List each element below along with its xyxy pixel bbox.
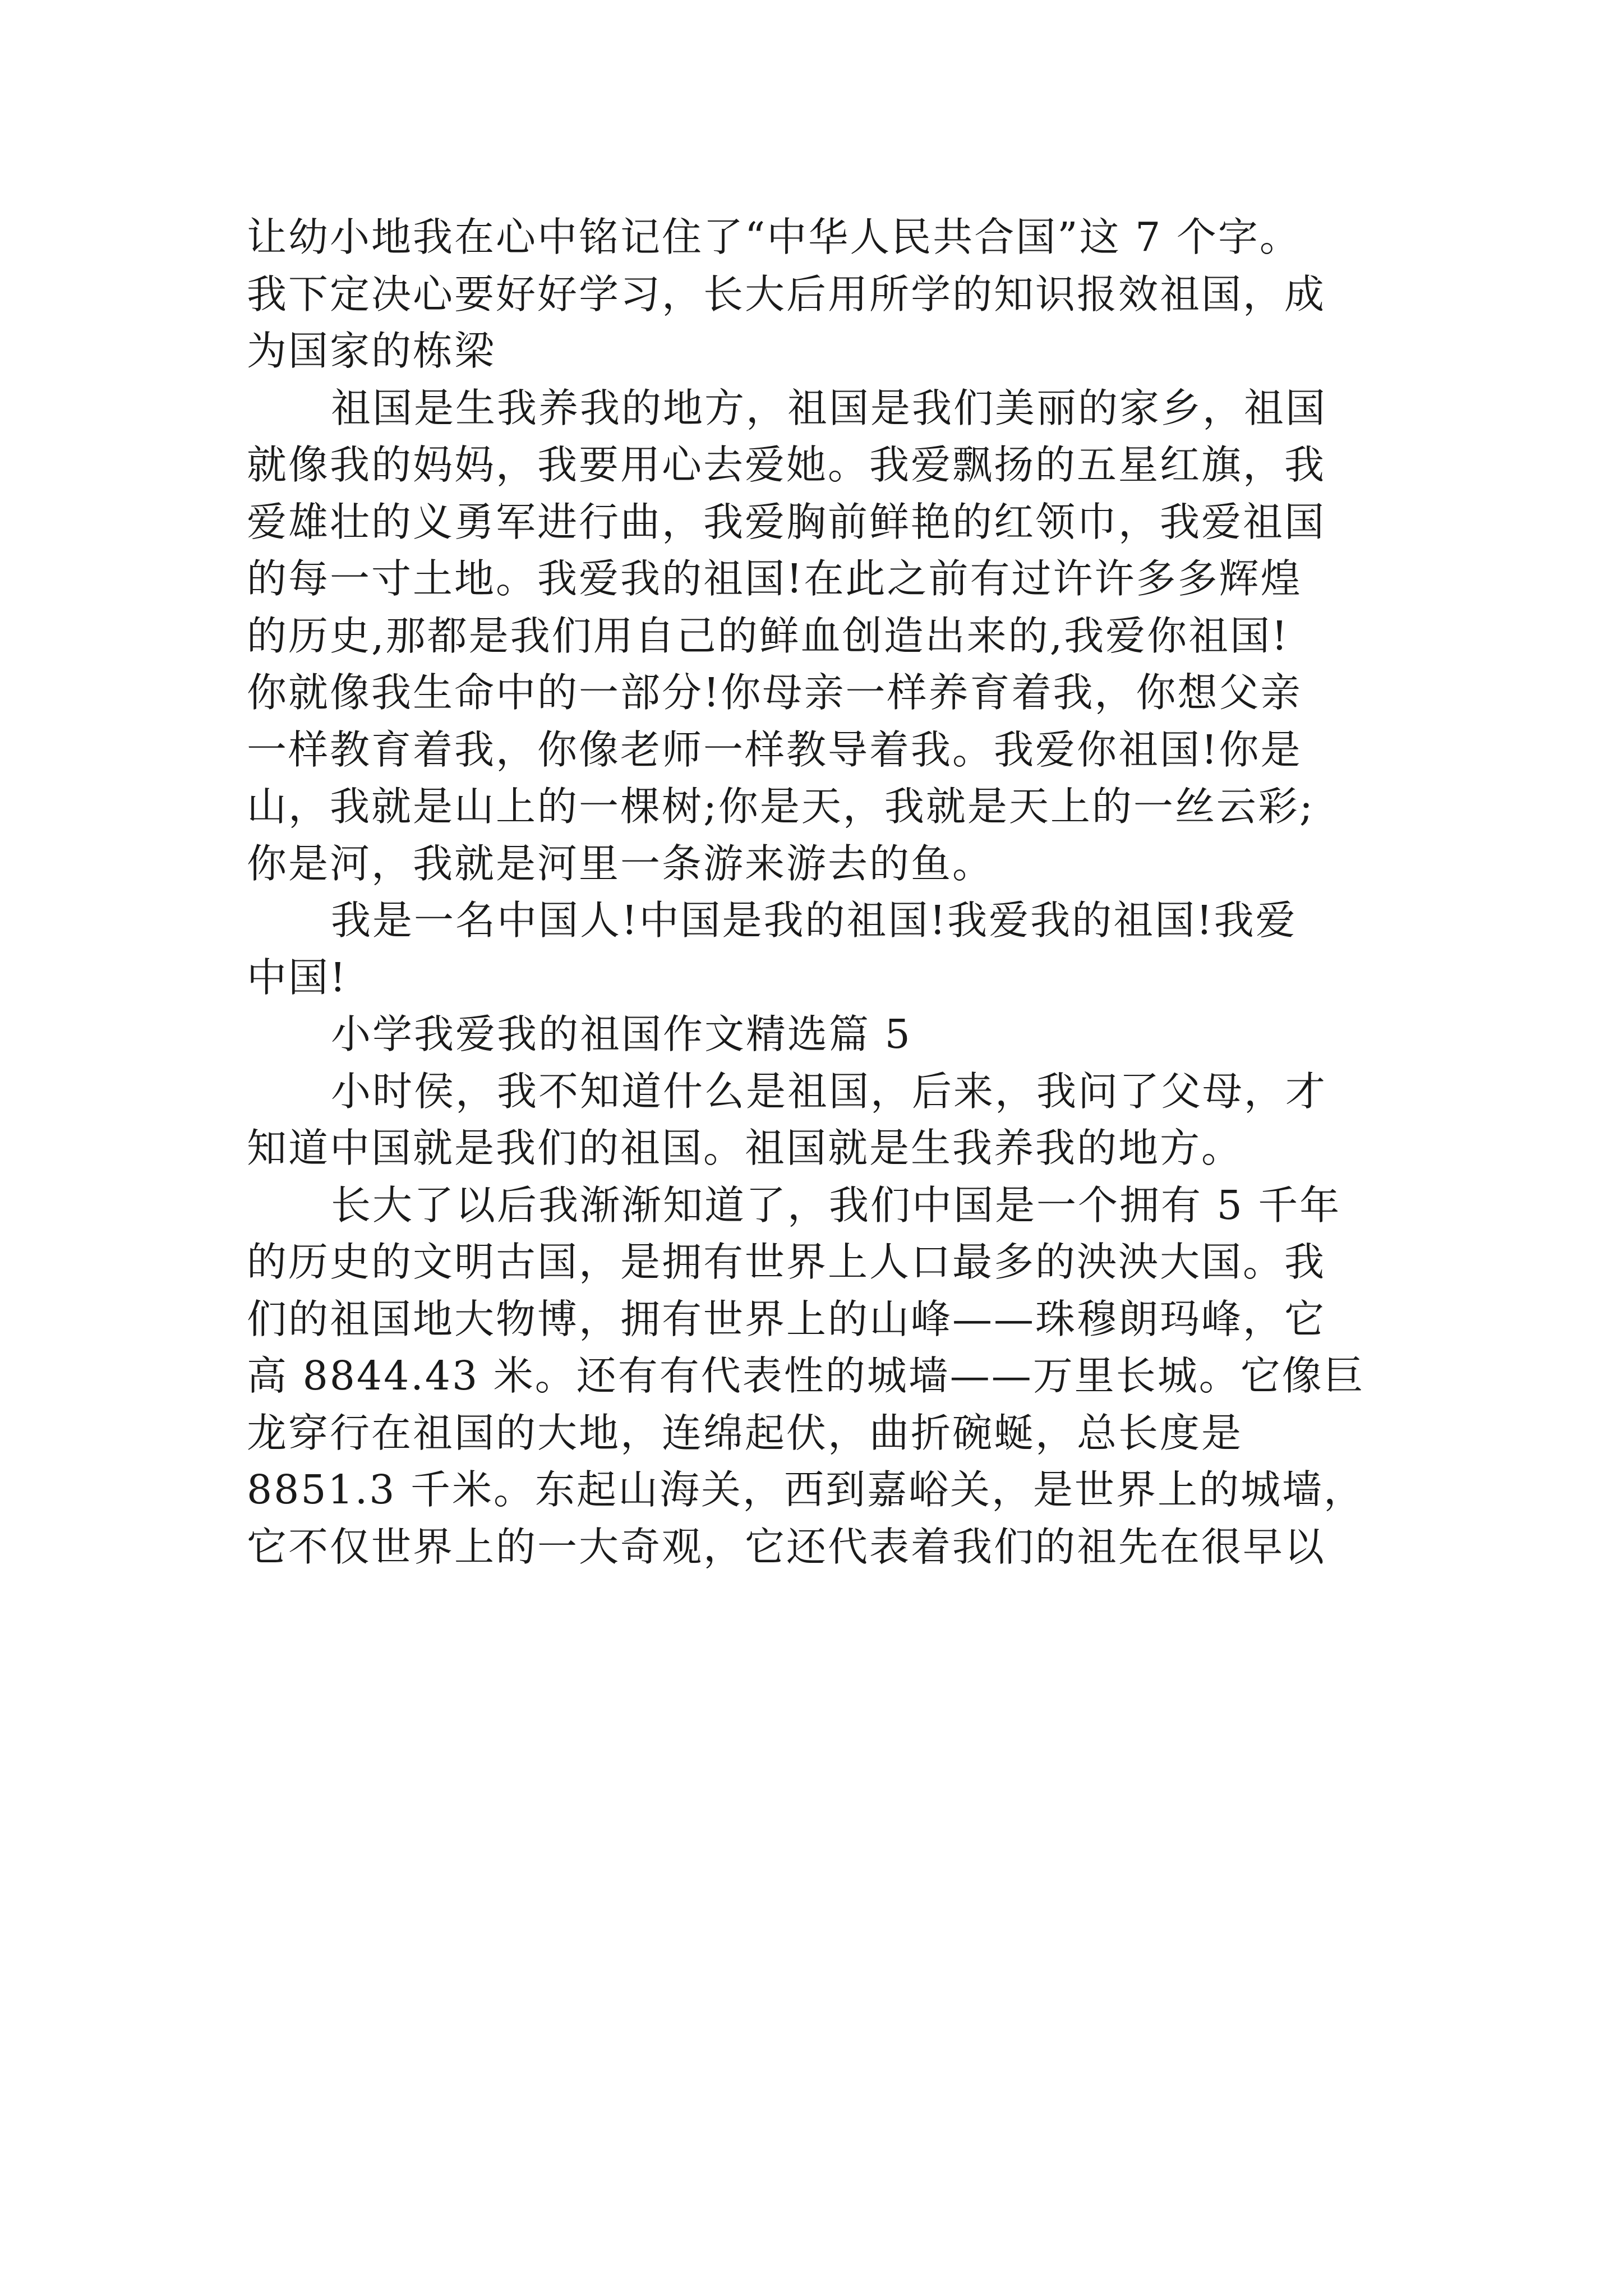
text-line: 知道中国就是我们的祖国。祖国就是生我养我的地方。: [247, 1125, 1243, 1171]
text-line: 龙穿行在祖国的大地，连绵起伏，曲折碗蜒，总长度是: [247, 1409, 1243, 1456]
text-line: 小学我爱我的祖国作文精选篇 5: [331, 1011, 912, 1057]
text-line: 为国家的栋梁: [247, 328, 496, 374]
text-line: 们的祖国地大物博，拥有世界上的山峰——珠穆朗玛峰，它: [247, 1295, 1326, 1342]
text-line: 8851.3 千米。东起山海关，西到嘉峪关，是世界上的城墙，: [247, 1466, 1366, 1513]
text-line: 我是一名中国人!中国是我的祖国!我爱我的祖国!我爱: [331, 897, 1297, 944]
text-line: 的历史,那都是我们用自己的鲜血创造出来的,我爱你祖国!: [247, 612, 1289, 659]
text-line: 我下定决心要好好学习，长大后用所学的知识报效祖国，成: [247, 270, 1326, 318]
text-line: 小时侯，我不知道什么是祖国，后来，我问了父母，才: [331, 1068, 1327, 1115]
document-body: [247, 209, 1402, 1575]
text-line: 山，我就是山上的一棵树;你是天，我就是天上的一丝云彩;: [247, 783, 1315, 830]
text-line: 一样教育着我，你像老师一样教导着我。我爱你祖国!你是: [247, 726, 1302, 773]
text-line: 中国!: [247, 954, 348, 1001]
text-line: 的每一寸土地。我爱我的祖国!在此之前有过许许多多辉煌: [247, 555, 1302, 602]
text-line: 长大了以后我渐渐知道了，我们中国是一个拥有 5 千年: [331, 1181, 1341, 1228]
text-line: 你是河，我就是河里一条游来游去的鱼。: [247, 840, 994, 887]
text-line: 就像我的妈妈，我要用心去爱她。我爱飘扬的五星红旗，我: [247, 441, 1326, 488]
text-line: 祖国是生我养我的地方，祖国是我们美丽的家乡，祖国: [331, 384, 1327, 431]
text-line: 你就像我生命中的一部分!你母亲一样养育着我，你想父亲: [247, 669, 1302, 716]
text-line: 高 8844.43 米。还有有代表性的城墙——万里长城。它像巨: [247, 1352, 1365, 1399]
text-line: 爱雄壮的义勇军进行曲，我爱胸前鲜艳的红领巾，我爱祖国: [247, 498, 1326, 545]
text-line: 让幼小地我在心中铭记住了“中华人民共合国”这 7 个字。: [247, 214, 1301, 260]
text-line: 的历史的文明古国，是拥有世界上人口最多的泱泱大国。我: [247, 1239, 1326, 1285]
text-line: 它不仅世界上的一大奇观，它还代表着我们的祖先在很早以: [247, 1523, 1326, 1570]
